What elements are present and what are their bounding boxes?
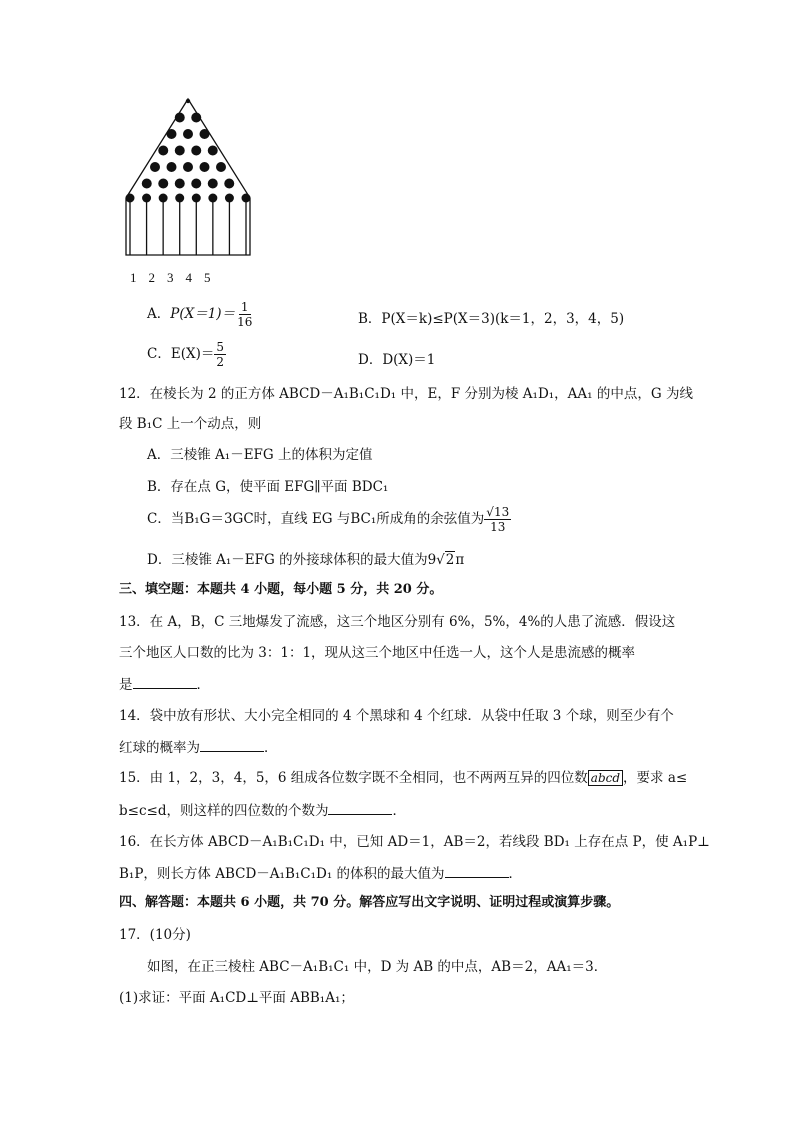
sqrt: √2 [436, 552, 455, 568]
bin-label: 3 [167, 270, 174, 285]
peg [216, 162, 226, 172]
q13-line1: 13．在 A，B，C 三地爆发了流感，这三个地区分别有 6%，5%，4%的人患了流感．假设这 [119, 614, 676, 630]
q17-line1: 如图，在正三棱柱 ABC－A₁B₁C₁ 中，D 为 AB 的中点，AB＝2，AA₁＝3． [147, 959, 608, 975]
q12-option-b: B．存在点 G，使平面 EFG∥平面 BDC₁ [147, 479, 389, 495]
q16-line1: 16．在长方体 ABCD－A₁B₁C₁D₁ 中，已知 AD＝1，AB＝2，若线段 BD₁ 上存在点 P，使 A₁P⊥ [119, 834, 710, 850]
section-4-heading: 四、解答题：本题共 6 小题，共 70 分。解答应写出文字说明、证明过程或演算步骤。 [119, 895, 620, 910]
answer-blank[interactable] [445, 863, 509, 878]
board-frame [126, 99, 250, 255]
q14-line1: 14．袋中放有形状、大小完全相同的 4 个黑球和 4 个红球．从袋中任取 3 个球，则至少有个 [119, 708, 674, 724]
peg [200, 162, 210, 172]
q16-line2: B₁P，则长方体 ABCD－A₁B₁C₁D₁ 的体积的最大值为 ． [119, 863, 522, 884]
galton-board-figure [118, 95, 258, 260]
board-outline [126, 99, 250, 255]
peg [142, 179, 152, 189]
fraction: $\frac{√13}{13}$ [486, 505, 510, 534]
fraction: $\frac{5}{2}$ [216, 340, 224, 369]
peg [191, 179, 201, 189]
q12-option-d: D．三棱锥 A₁－EFG 的外接球体积的最大值为9√2π [147, 552, 465, 568]
answer-blank[interactable] [133, 674, 197, 689]
peg [158, 179, 168, 189]
bin-label: 1 [130, 270, 137, 285]
q12-option-a: A．三棱锥 A₁－EFG 上的体积为定值 [147, 447, 373, 463]
bin-label: 2 [148, 270, 155, 285]
peg [167, 162, 177, 172]
bin-label: 5 [204, 270, 211, 285]
q17-part1: (1)求证：平面 A₁CD⊥平面 ABB₁A₁； [119, 990, 354, 1006]
peg-grid [126, 99, 251, 203]
peg [208, 146, 218, 156]
peg [224, 179, 234, 189]
section-3-heading: 三、填空题：本题共 4 小题，每小题 5 分，共 20 分。 [119, 582, 443, 597]
peg [150, 162, 160, 172]
q17-header: 17．(10分) [119, 927, 191, 943]
q11-option-b: B．P(X＝k)≤P(X＝3)(k＝1，2，3，4，5) [358, 311, 625, 327]
peg [175, 146, 185, 156]
q13-line2: 三个地区人口数的比为 3：1：1，现从这三个地区中任选一人，这个人是患流感的概率 [119, 645, 636, 661]
q14-line2: 红球的概率为 ． [119, 737, 278, 758]
answer-blank[interactable] [200, 737, 264, 752]
peg [191, 146, 201, 156]
q12-stem-line2: 段 B₁C 上一个动点，则 [119, 416, 262, 432]
bin-labels [130, 270, 211, 286]
q13-line3: 是 ． [119, 674, 210, 695]
peg [158, 146, 168, 156]
peg [183, 162, 193, 172]
peg [175, 179, 185, 189]
q12-stem-line1: 12．在棱长为 2 的正方体 ABCD－A₁B₁C₁D₁ 中，E，F 分别为棱 A₁D₁，AA₁ 的中点，G 为线 [119, 386, 693, 402]
q15-line2: b≤c≤d，则这样的四位数的个数为 ． [119, 800, 406, 821]
digit-box: abcd [588, 770, 623, 786]
bin-label: 4 [185, 270, 192, 285]
q15-line1: 15．由 1，2，3，4，5，6 组成各位数字既不全相同，也不两两互异的四位数 abcd ，要求 a≤ [119, 770, 688, 786]
q11-option-a: A．P(X＝1)＝ $\frac{1}{16}$ [147, 300, 253, 329]
peg [183, 129, 193, 139]
answer-blank[interactable] [328, 800, 392, 815]
q11-option-c: C．E(X)＝ $\frac{5}{2}$ [147, 340, 224, 369]
fraction: $\frac{1}{16}$ [237, 300, 253, 329]
q11-option-d: D．D(X)＝1 [358, 352, 436, 368]
peg [208, 179, 218, 189]
q12-option-c: C．当B₁G＝3GC时，直线 EG 与BC₁所成角的余弦值为 $\frac{√13}{13}$ [147, 505, 510, 534]
